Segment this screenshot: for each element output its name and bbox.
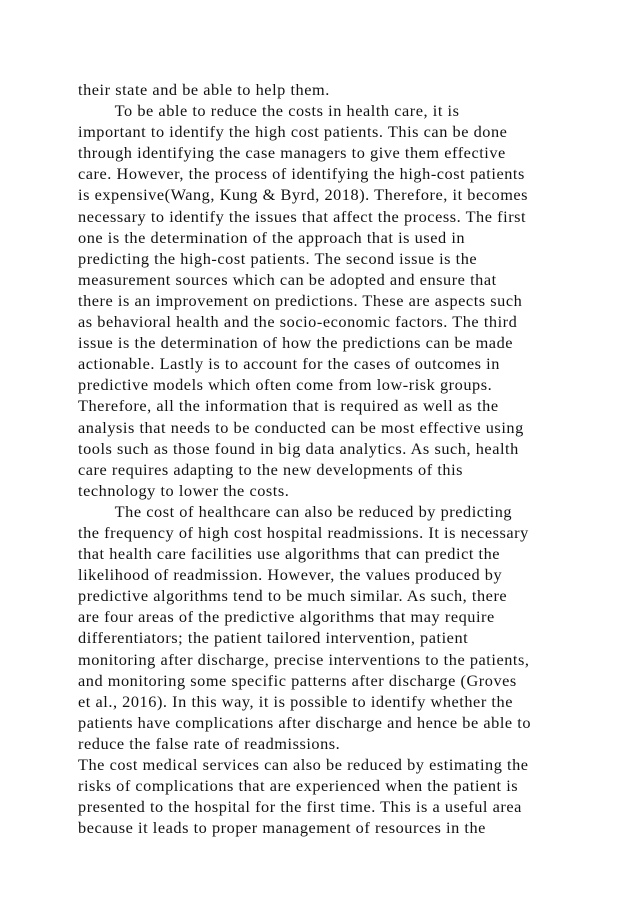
text-line: risks of complications that are experienced when the patient is bbox=[78, 776, 519, 796]
text-line: technology to lower the costs. bbox=[78, 480, 290, 500]
text-line: reduce the false rate of readmissions. bbox=[78, 733, 341, 753]
text-line: through identifying the case managers to give them effective bbox=[78, 143, 506, 163]
text-line: et al., 2016). In this way, it is possible to identify whether the bbox=[78, 691, 513, 711]
text-line: their state and be able to help them. bbox=[78, 80, 330, 99]
text-line: care requires adapting to the new developments of this bbox=[78, 459, 464, 479]
text-line: monitoring after discharge, precise interventions to the patients, bbox=[78, 649, 530, 669]
body-text bbox=[78, 79, 578, 838]
text-line: predictive algorithms tend to be much similar. As such, there bbox=[78, 586, 508, 606]
text-line: Therefore, all the information that is required as well as the bbox=[78, 396, 499, 416]
text-line: as behavioral health and the socio-economic factors. The third bbox=[78, 312, 518, 332]
text-line: that health care facilities use algorithms that can predict the bbox=[78, 544, 501, 564]
text-line: necessary to identify the issues that affect the process. The first bbox=[78, 206, 527, 226]
text-line: To be able to reduce the costs in health care, it is bbox=[78, 101, 460, 121]
text-line: differentiators; the patient tailored intervention, patient bbox=[78, 628, 469, 648]
text-line: because it leads to proper management of resources in the bbox=[78, 818, 486, 838]
text-line: one is the determination of the approach that is used in bbox=[78, 227, 466, 247]
text-line: patients have complications after discharge and hence be able to bbox=[78, 712, 532, 732]
text-line: care. However, the process of identifying the high-cost patients bbox=[78, 164, 525, 184]
text-line: analysis that needs to be conducted can be most effective using bbox=[78, 417, 524, 437]
text-line: important to identify the high cost patients. This can be done bbox=[78, 122, 508, 142]
text-line: predicting the high-cost patients. The second issue is the bbox=[78, 248, 478, 268]
text-line: the frequency of high cost hospital readmissions. It is necessary bbox=[78, 522, 529, 542]
text-line: tools such as those found in big data analytics. As such, health bbox=[78, 438, 519, 458]
text-line: predictive models which often come from low-risk groups. bbox=[78, 375, 493, 395]
text-line: The cost of healthcare can also be reduced by predicting bbox=[78, 501, 513, 521]
text-line: is expensive(Wang, Kung & Byrd, 2018). Therefore, it becomes bbox=[78, 185, 529, 205]
text-line: there is an improvement on predictions. These are aspects such bbox=[78, 290, 523, 310]
text-line: issue is the determination of how the predictions can be made bbox=[78, 333, 514, 353]
text-line: The cost medical services can also be reduced by estimating the bbox=[78, 755, 529, 774]
text-line: actionable. Lastly is to account for the cases of outcomes in bbox=[78, 354, 500, 374]
text-line: presented to the hospital for the first time. This is a useful area bbox=[78, 797, 522, 817]
text-line: measurement sources which can be adopted and ensure that bbox=[78, 269, 497, 289]
text-line: are four areas of the predictive algorithms that may require bbox=[78, 607, 495, 627]
text-line: likelihood of readmission. However, the values produced by bbox=[78, 565, 503, 585]
text-line: and monitoring some specific patterns after discharge (Groves bbox=[78, 670, 517, 690]
